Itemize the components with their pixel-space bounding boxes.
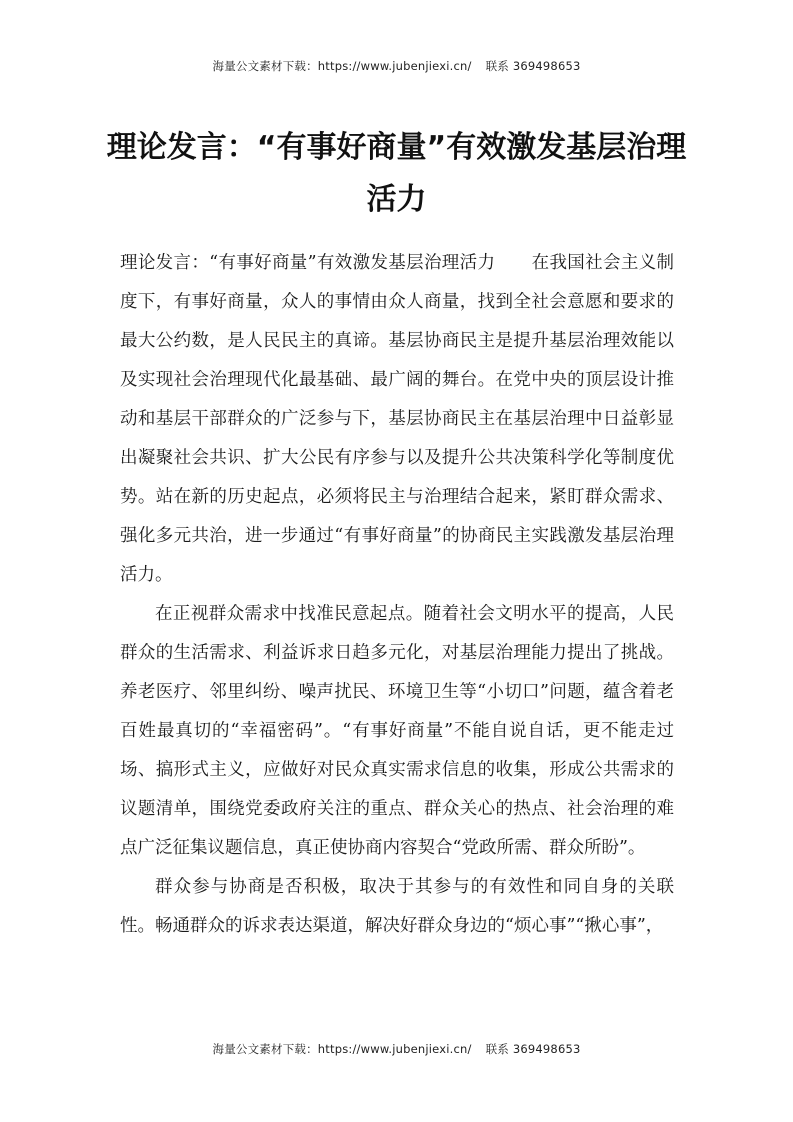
footer-contact-text: 联系 369498653	[485, 1042, 581, 1056]
footer-download-text: 海量公文素材下载：https://www.jubenjiexi.cn/	[212, 1042, 472, 1056]
header-contact-text: 联系 369498653	[485, 59, 581, 73]
document-body	[120, 244, 674, 946]
header-download-text: 海量公文素材下载：https://www.jubenjiexi.cn/	[212, 59, 472, 73]
page-header	[0, 58, 793, 74]
document-title: 理论发言：“有事好商量”有效激发基层治理活力	[106, 130, 687, 217]
paragraph-1-lead: 理论发言：“有事好商量”有效激发基层治理活力	[120, 253, 496, 273]
paragraph-1	[120, 244, 674, 595]
page-footer	[0, 1041, 793, 1057]
paragraph-1-body: 在我国社会主义制度下，有事好商量，众人的事情由众人商量，找到全社会意愿和要求的最大公约数，是人民民主的真谛。基层协商民主是提升基层治理效能以及实现社会治理现代化最基础、最广阔的舞台。在党中央的顶层设计推动和基层干部群众的广泛参与下，基层协商民主在基层治理中日益彰显出凝聚社会共识、扩大公民有序参与以及提升公共决策科学化等制度优势。站在新的历史起点，必须将民主与治理结合起来，紧盯群众需求、强化多元共治，进一步通过“有事好商量”的协商民主实践激发基层治理活力。	[120, 253, 674, 585]
paragraph-2: 在正视群众需求中找准民意起点。随着社会文明水平的提高，人民群众的生活需求、利益诉求日趋多元化，对基层治理能力提出了挑战。养老医疗、邻里纠纷、噪声扰民、环境卫生等“小切口”问题，蕴含着老百姓最真切的“幸福密码”。“有事好商量”不能自说自话，更不能走过场、搞形式主义，应做好对民众真实需求信息的收集，形成公共需求的议题清单，围绕党委政府关注的重点、群众关心的热点、社会治理的难点广泛征集议题信息，真正使协商内容契合“党政所需、群众所盼”。	[120, 604, 674, 858]
paragraph-3: 群众参与协商是否积极，取决于其参与的有效性和同自身的关联性。畅通群众的诉求表达渠道，解决好群众身边的“烦心事”“揪心事”，	[120, 877, 674, 936]
